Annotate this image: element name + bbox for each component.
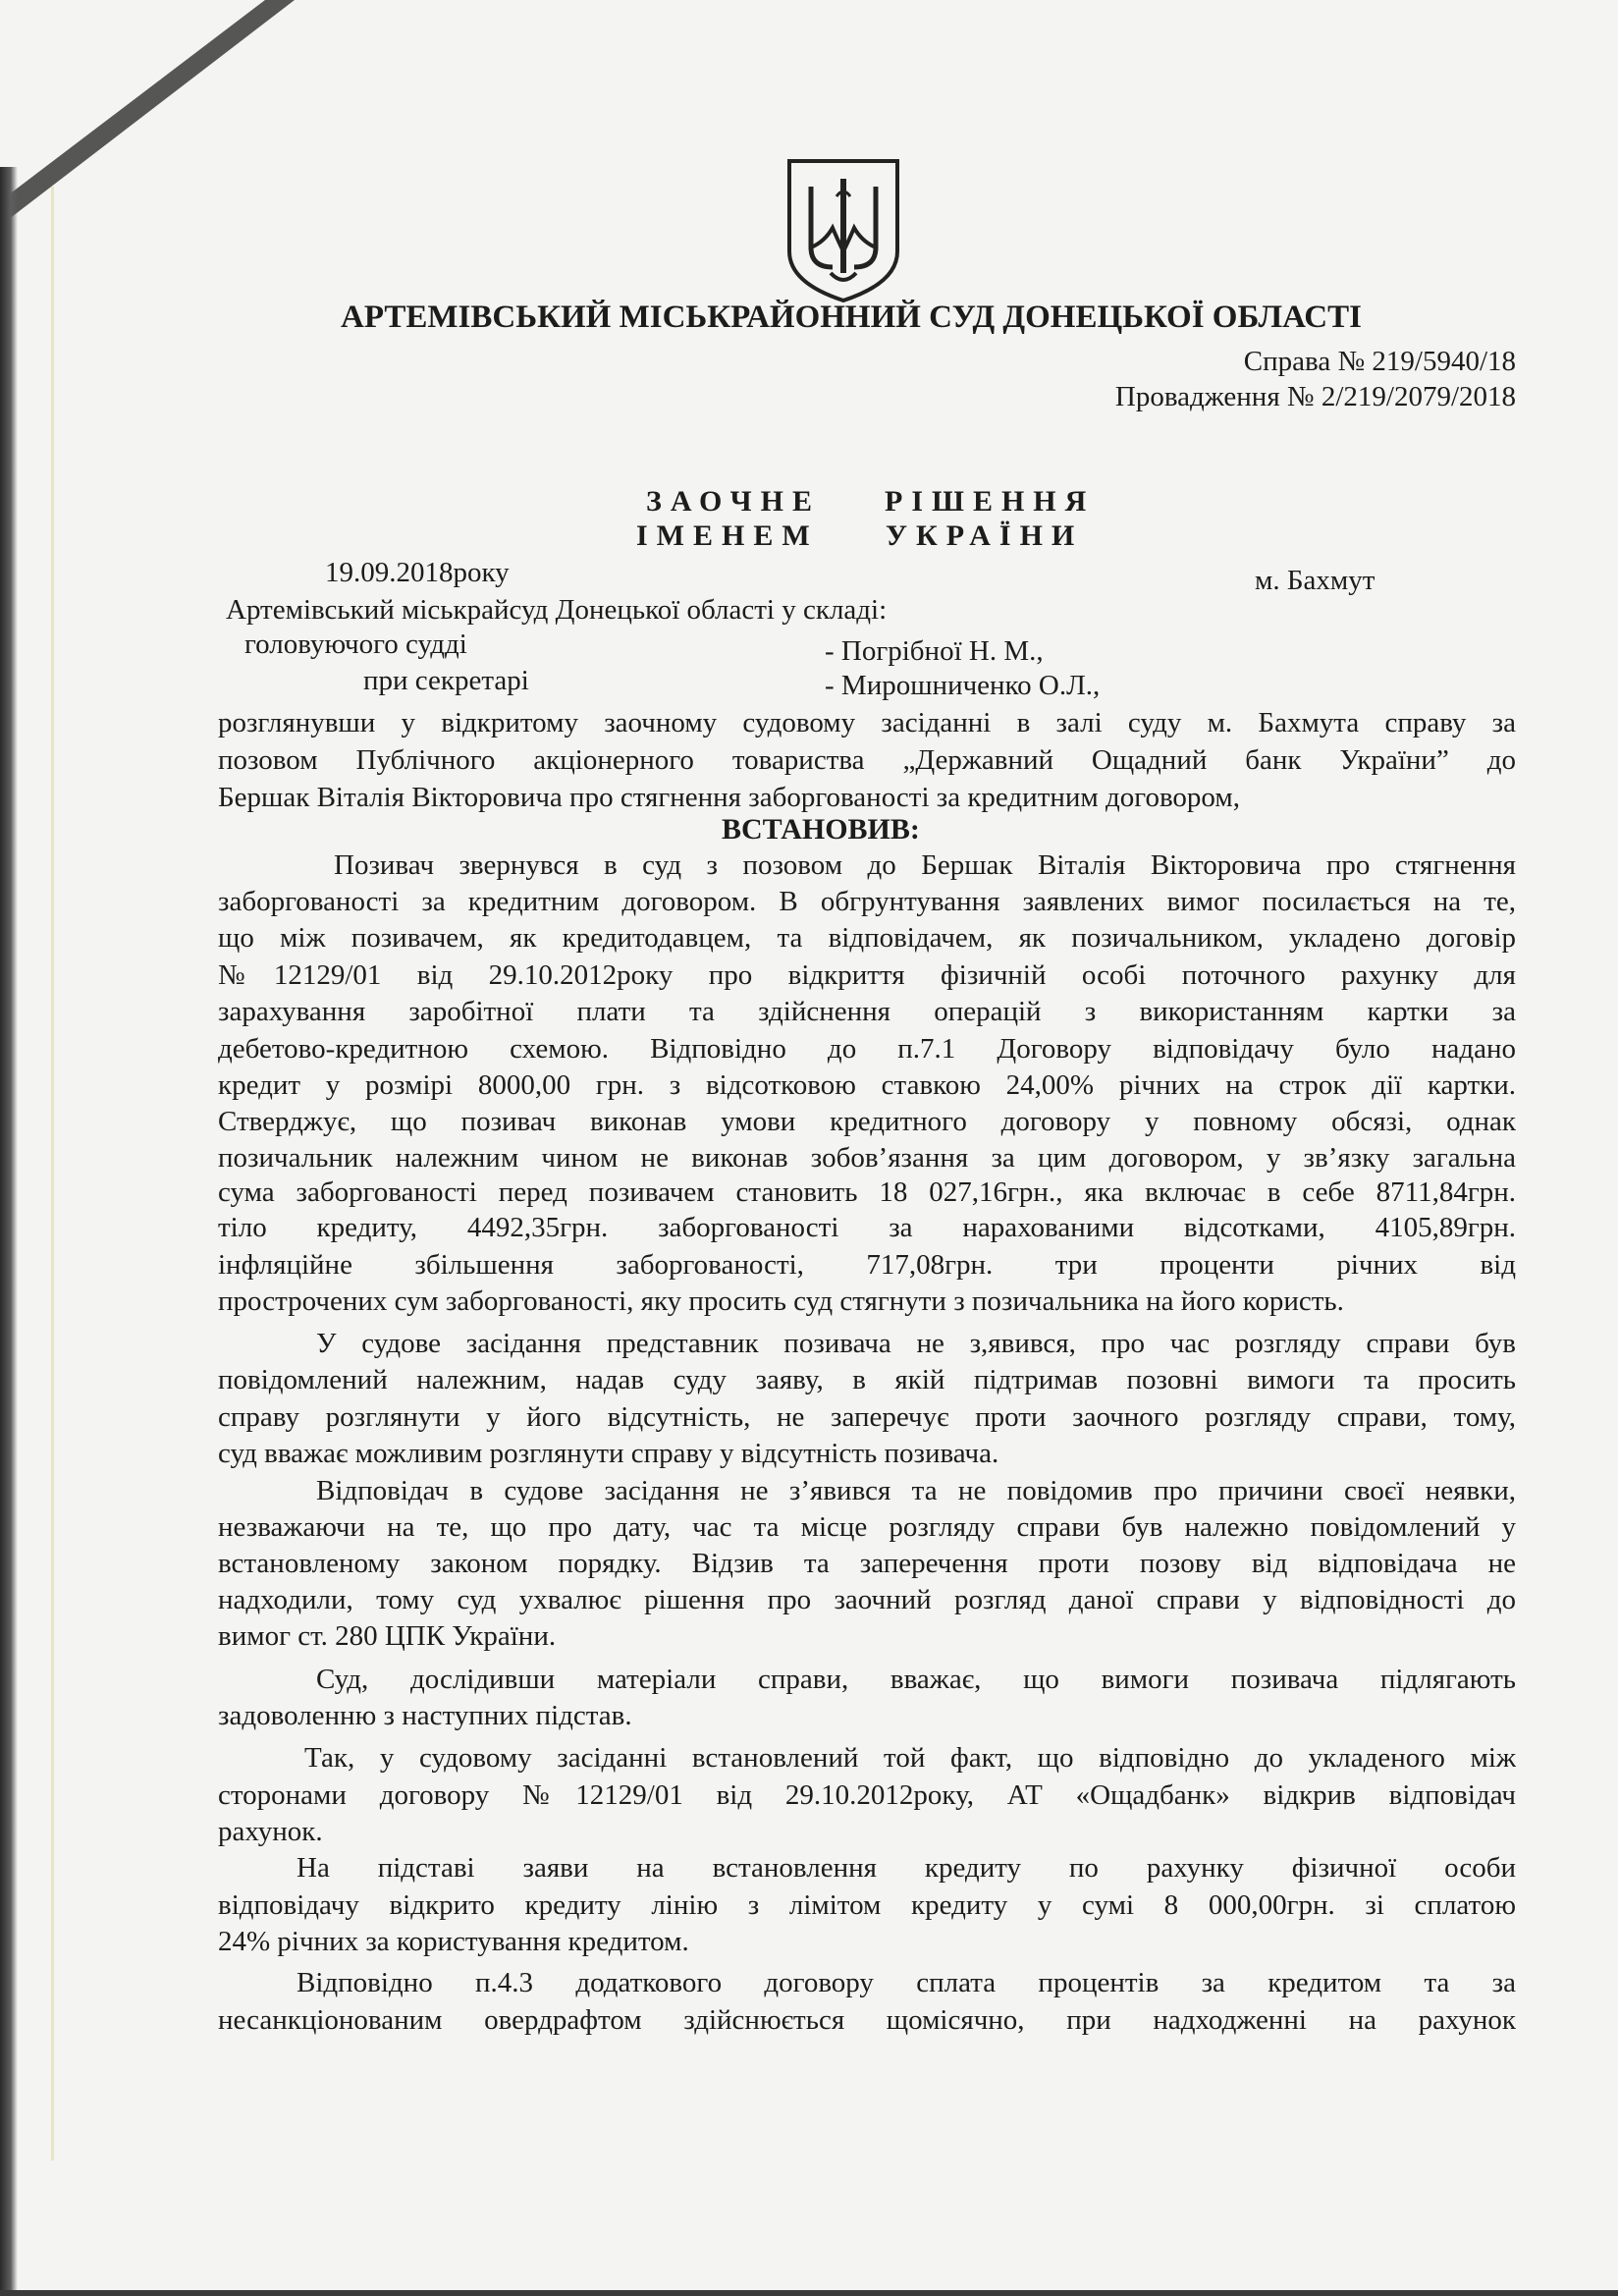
secretary-name: - Мирошниченко О.Л., [825,670,1101,701]
paragraph-line: справу розглянути у його відсутність, не заперечує проти заочного розгляду справи, тому, [218,1401,1516,1433]
intro-line: позовом Публічного акціонерного товариства „Державний Ощадний банк України” до [218,744,1516,776]
paragraph-line: встановленому законом порядку. Відзив та заперечення проти позову від відповідача не [218,1548,1516,1579]
paragraph-line: Відповідач в судове засідання не з’явився та не повідомив про причини своєї неявки, [316,1475,1516,1506]
secretary-label: при секретарі [363,665,529,696]
paragraph-line: На підставі заяви на встановлення кредиту по рахунку фізичної особи [297,1852,1516,1884]
intro-line: Бершак Віталія Вікторовича про стягнення заборгованості за кредитним договором, [218,782,1240,813]
paragraph-line: надходили, тому суд ухвалює рішення про заочний розгляд даної справи у відповідності до [218,1584,1516,1615]
paragraph-line: №12129/01 від 29.10.2012року про відкриття фізичній особі поточного рахунку для [218,959,1516,991]
paragraph-line: що між позивачем, як кредитодавцем, та відповідачем, як позичальником, укладено договір [218,922,1516,954]
scan-edge-bottom [0,2290,1618,2296]
paragraph-line: інфляційне збільшення заборгованості, 717,08грн. три проценти річних від [218,1249,1516,1281]
court-composition: Артемівський міськрайсуд Донецької області у складі: [226,594,888,626]
paragraph-line: рахунок. [218,1816,323,1847]
paragraph-line: кредит у розмірі 8000,00 грн. з відсотковою ставкою 24,00% річних на строк дії картки. [218,1069,1516,1101]
presiding-label: головуючого судді [244,629,467,660]
paragraph-line: У судове засідання представник позивача не з,явився, про час розгляду справи був [316,1328,1516,1359]
paragraph-line: зарахування заробітної плати та здійснення операцій з використанням картки за [218,996,1516,1027]
folded-corner [0,0,265,201]
trident-emblem-icon [782,157,905,304]
intro-line: розглянувши у відкритому заочному судовому засіданні в залі суду м. Бахмута справу за [218,707,1516,738]
title-word-1: ЗАОЧНЕ [646,485,821,518]
paragraph-line: Відповідно п.4.3 додаткового договору сплата процентів за кредитом та за [297,1967,1516,1998]
paragraph-line: Стверджує, що позивач виконав умови кредитного договору у повному обсязі, однак [218,1106,1516,1137]
paragraph-line: тіло кредиту, 4492,35грн. заборгованості за нарахованими відсотками, 4105,89грн. [218,1212,1516,1243]
court-name: АРТЕМІВСЬКИЙ МІСЬКРАЙОННИЙ СУД ДОНЕЦЬКОЇ ОБЛАСТІ [341,300,1362,335]
paragraph-line: позичальник належним чином не виконав зобов’язання за цим договором, у зв’язку загальна [218,1142,1516,1174]
paragraph-line: суд вважає можливим розглянути справу у відсутність позивача. [218,1438,999,1469]
title-word-4: УКРАЇНИ [886,519,1084,552]
presiding-name: - Погрібної Н. М., [825,635,1044,667]
paragraph-line: Так, у судовому засіданні встановлений той факт, що відповідно до укладеного між [304,1742,1516,1774]
paragraph-line: задоволенню з наступних підстав. [218,1700,632,1731]
established-heading: ВСТАНОВИВ: [722,813,920,846]
paragraph-line: повідомлений належним, надав суду заяву, в якій підтримав позовні вимоги та просить [218,1364,1516,1395]
proceeding-number: Провадження № 2/219/2079/2018 [1114,381,1516,412]
paragraph-line: сума заборгованості перед позивачем становить 18 027,16грн., яка включає в себе 8711,84грн. [218,1176,1516,1208]
paragraph-line: дебетово-кредитною схемою. Відповідно до п.7.1 Договору відповідачу було надано [218,1033,1516,1065]
title-word-2: РІШЕННЯ [885,485,1096,518]
margin-stripe [51,187,54,2160]
decision-date: 19.09.2018року [325,557,510,588]
paragraph-line: Суд, дослідивши матеріали справи, вважає, що вимоги позивача підлягають [316,1664,1516,1695]
title-word-3: ІМЕНЕМ [636,519,819,552]
paragraph-line: вимог ст. 280 ЦПК України. [218,1620,557,1652]
paragraph-line: відповідачу відкрито кредиту лінію з лімітом кредиту у сумі 8 000,00грн. зі сплатою [218,1889,1516,1921]
decision-city: м. Бахмут [1255,565,1375,596]
paragraph-line: несанкціонованим овердрафтом здійснюється щомісячно, при надходженні на рахунок [218,2004,1516,2036]
paragraph-line: прострочених сум заборгованості, яку просить суд стягнути з позичальника на його користь. [218,1285,1344,1317]
paragraph-line: заборгованості за кредитним договором. В обгрунтування заявлених вимог посилається на те, [218,886,1516,917]
paragraph-line: 24% річних за користування кредитом. [218,1926,689,1957]
scan-edge-left [0,167,18,2296]
case-number: Справа № 219/5940/18 [1243,346,1516,377]
paragraph-line: Позивач звернувся в суд з позовом до Бершак Віталія Вікторовича про стягнення [334,849,1516,881]
paragraph-line: сторонами договору №12129/01 від 29.10.2012року, АТ «Ощадбанк» відкрив відповідач [218,1779,1516,1811]
paragraph-line: незважаючи на те, що про дату, час та місце розгляду справи був належно повідомлений у [218,1511,1516,1543]
